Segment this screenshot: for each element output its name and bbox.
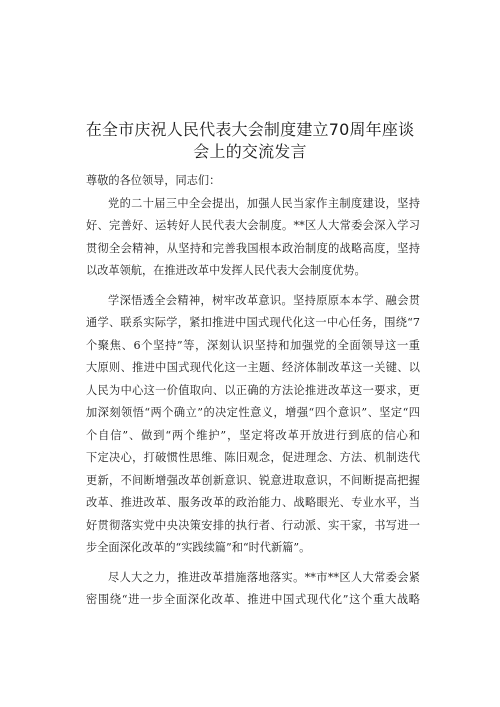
paragraph-line: 以改革领航，在推进改革中发挥人民代表大会制度优势。	[86, 264, 366, 277]
document-title	[40, 119, 460, 163]
paragraph-line: 步全面深化改革的“实践续篇”和“时代新篇”。	[86, 541, 311, 554]
paragraph-line: 更新，不间断增强改革创新意识、锐意进取意识，不间断提高把握	[86, 473, 420, 487]
paragraph-line: 个聚焦、6个坚持”等，深刻认识坚持和加强党的全面领导这一重	[86, 338, 420, 352]
paragraph-line: 人民为中心这一价值取向、以正确的方法论推进改革这一要求，更	[86, 383, 420, 397]
paragraph-line: 党的二十届三中全会提出，加强人民当家作主制度建设，坚持	[108, 196, 420, 210]
paragraph-line: 密围绕“进一步全面深化改革、推进中国式现代化”这个重大战略	[86, 593, 420, 606]
salutation: 尊敬的各位领导，同志们：	[86, 174, 221, 187]
title-line-1: 在全市庆祝人民代表大会制度建立70周年座谈	[85, 120, 415, 139]
paragraph-line: 尽人大之力，推进改革措施落地落实。**市**区人大常委会紧	[108, 570, 420, 584]
paragraph-line: 改革、推进改革、服务改革的政治能力、战略眼光、专业水平，当	[86, 496, 420, 509]
paragraph-line: 通学、联系实际学，紧扣推进中国式现代化这一中心任务，围绕“7	[86, 316, 420, 329]
paragraph-line: 好、完善好、运转好人民代表大会制度。**区人大常委会深入学习	[86, 219, 420, 232]
title-line-2: 会上的交流发言	[193, 142, 307, 161]
paragraph-line: 贯彻全会精神，从坚持和完善我国根本政治制度的战略高度，坚持	[86, 241, 420, 255]
paragraph-line: 大原则、推进中国式现代化这一主题、经济体制改革这一关键、以	[86, 361, 420, 374]
paragraph-line: 个自信”、做到“两个维护”，坚定将改革开放进行到底的信心和	[86, 428, 420, 442]
paragraph-2	[86, 290, 420, 560]
document-body	[86, 170, 420, 612]
paragraph-line: 学深悟透全会精神，树牢改革意识。坚持原原本本学、融会贯	[108, 293, 420, 307]
paragraph-line: 加深刻领悟“两个确立”的决定性意义，增强“四个意识”、坚定“四	[86, 406, 420, 419]
paragraph-line: 下定决心，打破惯性思维、陈旧观念，促进理念、方法、机制迭代	[86, 451, 420, 464]
paragraph-line: 好贯彻落实党中央决策安排的执行者、行动派、实干家，书写进一	[86, 518, 420, 532]
paragraph-1	[86, 193, 420, 283]
paragraph-3	[86, 567, 420, 612]
